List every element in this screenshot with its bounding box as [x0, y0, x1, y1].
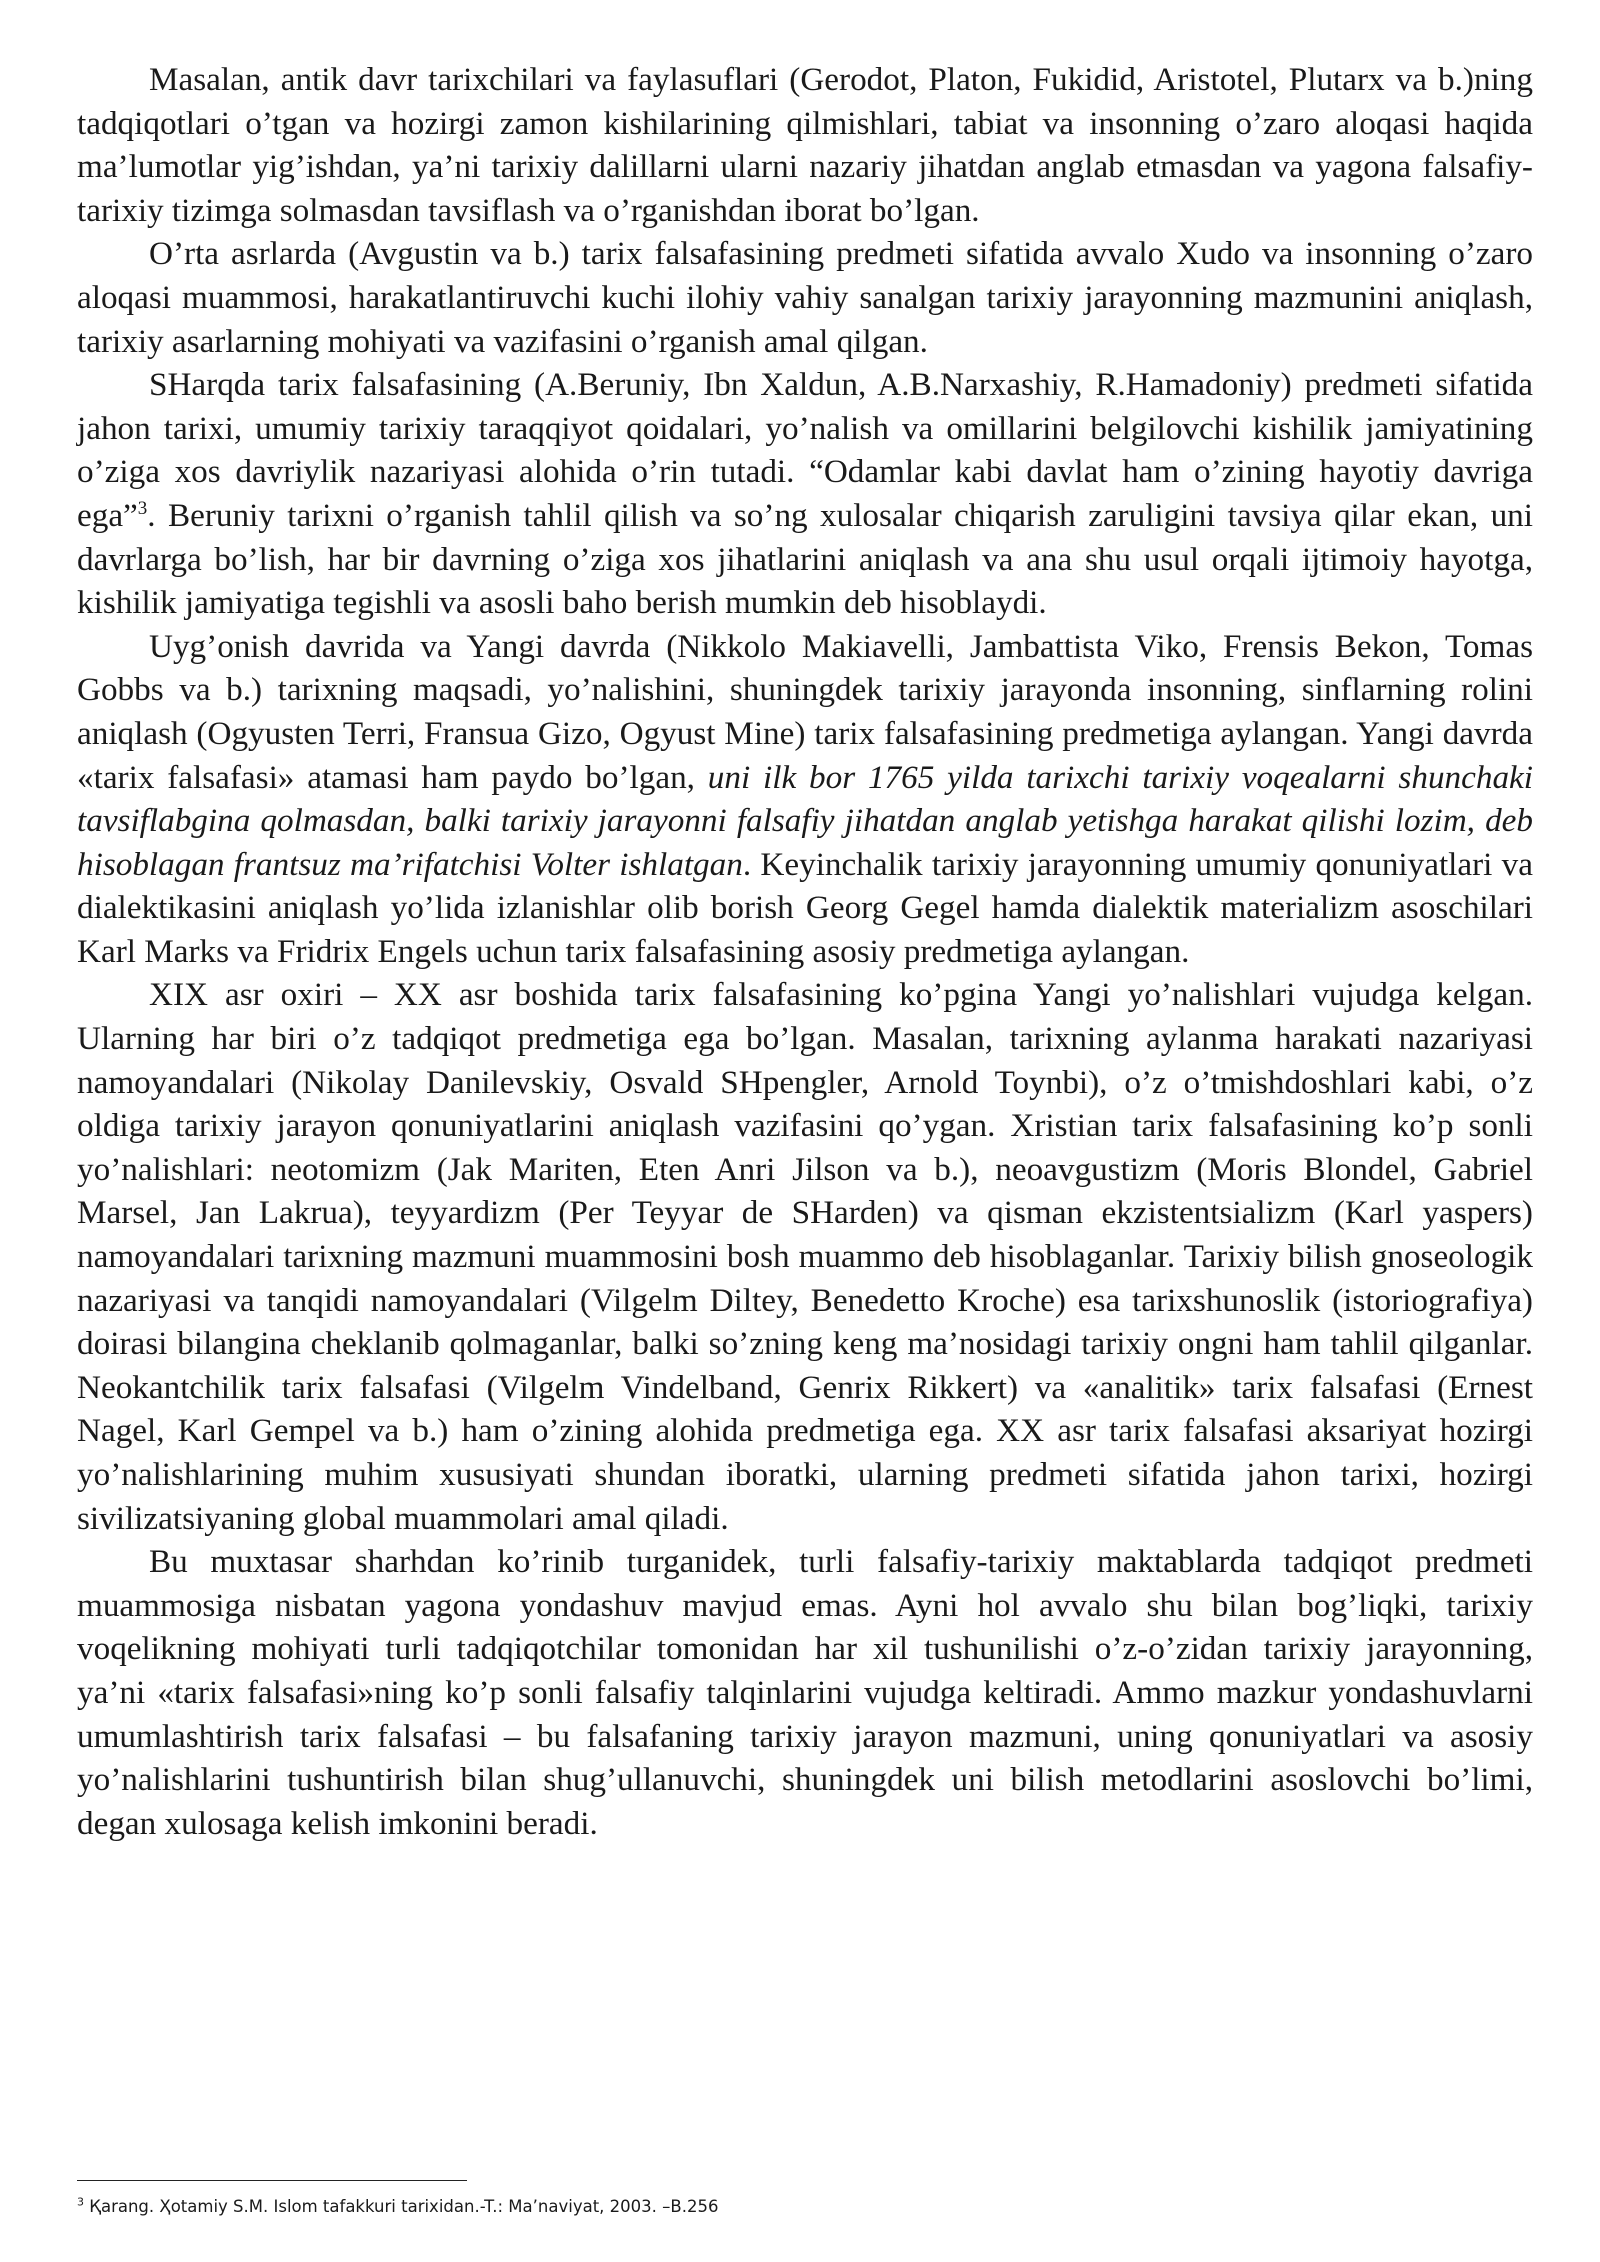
footnote-separator	[77, 2180, 467, 2181]
footnote-number: 3	[77, 2195, 84, 2209]
document-body	[77, 58, 1533, 1845]
paragraph-renaissance-text-after: . Keyinchalik tarixiy jarayonning umumiy qonuniyatlari va dialektikasini aniqlash yo’lida izlanishlar olib borish Georg Gegel hamda dialektik materializm asoschilari Karl Marks va Fridrix Engels uchun tarix falsafasining asosiy predmetiga aylangan.	[77, 845, 1533, 970]
paragraph-renaissance	[77, 625, 1533, 974]
paragraph-modern-era: XIX asr oxiri – XX asr boshida tarix falsafasining ko’pgina Yangi yo’nalishlari vujudga kelgan. Ularning har biri o’z tadqiqot predmetiga ega bo’lgan. Masalan, tarixning aylanma harakati nazariyasi namoyandalari (Nikolay Danilevskiy, Osvald SHpengler, Arnold Toynbi), o’z o’tmishdoshlari kabi, o’z oldiga tarixiy jarayon qonuniyatlarini aniqlash vazifasini qo’ygan. Xristian tarix falsafasining ko’p sonli yo’nalishlari: neotomizm (Jak Mariten, Eten Anri Jilson va b.), neoavgustizm (Moris Blondel, Gabriel Marsel, Jan Lakrua), teyyardizm (Per Teyyar de SHarden) va qisman ekzistentsializm (Karl yaspers) namoyandalari tarixning mazmuni muammosini bosh muammo deb hisoblaganlar. Tarixiy bilish gnoseologik nazariyasi va tanqidi namoyandalari (Vilgelm Diltey, Benedetto Kroche) esa tarixshunoslik (istoriografiya) doirasi bilangina cheklanib qolmaganlar, balki so’zning keng ma’nosidagi tarixiy ongni ham tahlil qilganlar. Neokantchilik tarix falsafasi (Vilgelm Vindelband, Genrix Rikkert) va «analitik» tarix falsafasi (Ernest Nagel, Karl Gempel va b.) ham o’zining alohida predmetiga ega. XX asr tarix falsafasi aksariyat hozirgi yo’nalishlarining muhim xususiyati shundan iboratki, ularning predmeti sifatida jahon tarixi, hozirgi sivilizatsiyaning global muammolari amal qiladi.	[77, 976, 1533, 1537]
footnote-reference[interactable]: 3	[137, 497, 148, 519]
paragraph-east-text-before: SHarqda tarix falsafasining (A.Beruniy, Ibn Xaldun, A.B.Narxashiy, R.Hamadoniy) predmeti sifatida jahon tarixi, umumiy tarixiy taraqqiyot qoidalari, yo’nalish va omillarini belgilovchi kishilik jamiyatining o’ziga xos davriylik nazariyasi alohida o’rin tutadi. “Odamlar kabi davlat ham o’zining hayotiy davriga ega”	[77, 366, 1533, 534]
footnote-text: Қarang. Ҳotamiy S.M. Islom tafakkuri tarixidan.-T.: Ma’naviyat, 2003. –B.256	[84, 2197, 719, 2216]
paragraph-antiquity: Masalan, antik davr tarixchilari va faylasuflari (Gerodot, Platon, Fukidid, Aristotel, Plutarx va b.)ning tadqiqotlari o’tgan va hozirgi zamon kishilarining qilmishlari, tabiat va insonning o’zaro aloqasi haqida ma’lumotlar yig’ishdan, ya’ni tarixiy dalillarni ularni nazariy jihatdan anglab etmasdan va yagona falsafiy-tarixiy tizimga solmasdan tavsiflash va o’rganishdan iborat bo’lgan.	[77, 61, 1533, 229]
paragraph-renaissance-italic: uni ilk bor 1765 yilda tarixchi tarixiy voqealarni shunchaki tavsiflabgina qolmasdan, balki tarixiy jarayonni falsafiy jihatdan anglab yetishga harakat qilishi lozim, deb hisoblagan frantsuz ma’rifatchisi Volter ishlatgan	[77, 758, 1533, 883]
paragraph-middle-ages: O’rta asrlarda (Avgustin va b.) tarix falsafasining predmeti sifatida avvalo Xudo va insonning o’zaro aloqasi muammosi, harakatlantiruvchi kuchi ilohiy vahiy sanalgan tarixiy jarayonning mazmunini aniqlash, tarixiy asarlarning mohiyati va vazifasini o’rganish amal qilgan.	[77, 235, 1533, 360]
paragraph-conclusion: Bu muxtasar sharhdan ko’rinib turganidek, turli falsafiy-tarixiy maktablarda tadqiqot predmeti muammosiga nisbatan yagona yondashuv mavjud emas. Ayni hol avvalo shu bilan bog’liqki, tarixiy voqelikning mohiyati turli tadqiqotchilar tomonidan har xil tushunilishi o’z-o’zidan tarixiy jarayonning, ya’ni «tarix falsafasi»ning ko’p sonli falsafiy talqinlarini vujudga keltiradi. Ammo mazkur yondashuvlarni umumlashtirish tarix falsafasi – bu falsafaning tarixiy jarayon mazmuni, uning qonuniyatlari va asosiy yo’nalishlarini tushuntirish bilan shug’ullanuvchi, shuningdek uni bilish metodlarini asoslovchi bo’limi, degan xulosaga kelish imkonini beradi.	[77, 1543, 1533, 1842]
paragraph-east-text-after: . Beruniy tarixni o’rganish tahlil qilish va so’ng xulosalar chiqarish zaruligini tavsiya qilar ekan, uni davrlarga bo’lish, har bir davrning o’ziga xos jihatlarini aniqlash va ana shu usul orqali ijtimoiy hayotga, kishilik jamiyatiga tegishli va asosli baho berish mumkin deb hisoblaydi.	[77, 496, 1533, 622]
footnote	[77, 2196, 1533, 2218]
paragraph-renaissance-text-before: Uyg’onish davrida va Yangi davrda (Nikkolo Makiavelli, Jambattista Viko, Frensis Bekon, Tomas Gobbs va b.) tarixning maqsadi, yo’nalishini, shuningdek tarixiy jarayonda insonning, sinflarning rolini aniqlash (Ogyusten Terri, Fransua Gizo, Ogyust Mine) tarix falsafasining predmetiga aylangan. Yangi davrda «tarix falsafasi» atamasi ham paydo bo’lgan,	[77, 627, 1533, 796]
paragraph-east	[77, 363, 1533, 625]
